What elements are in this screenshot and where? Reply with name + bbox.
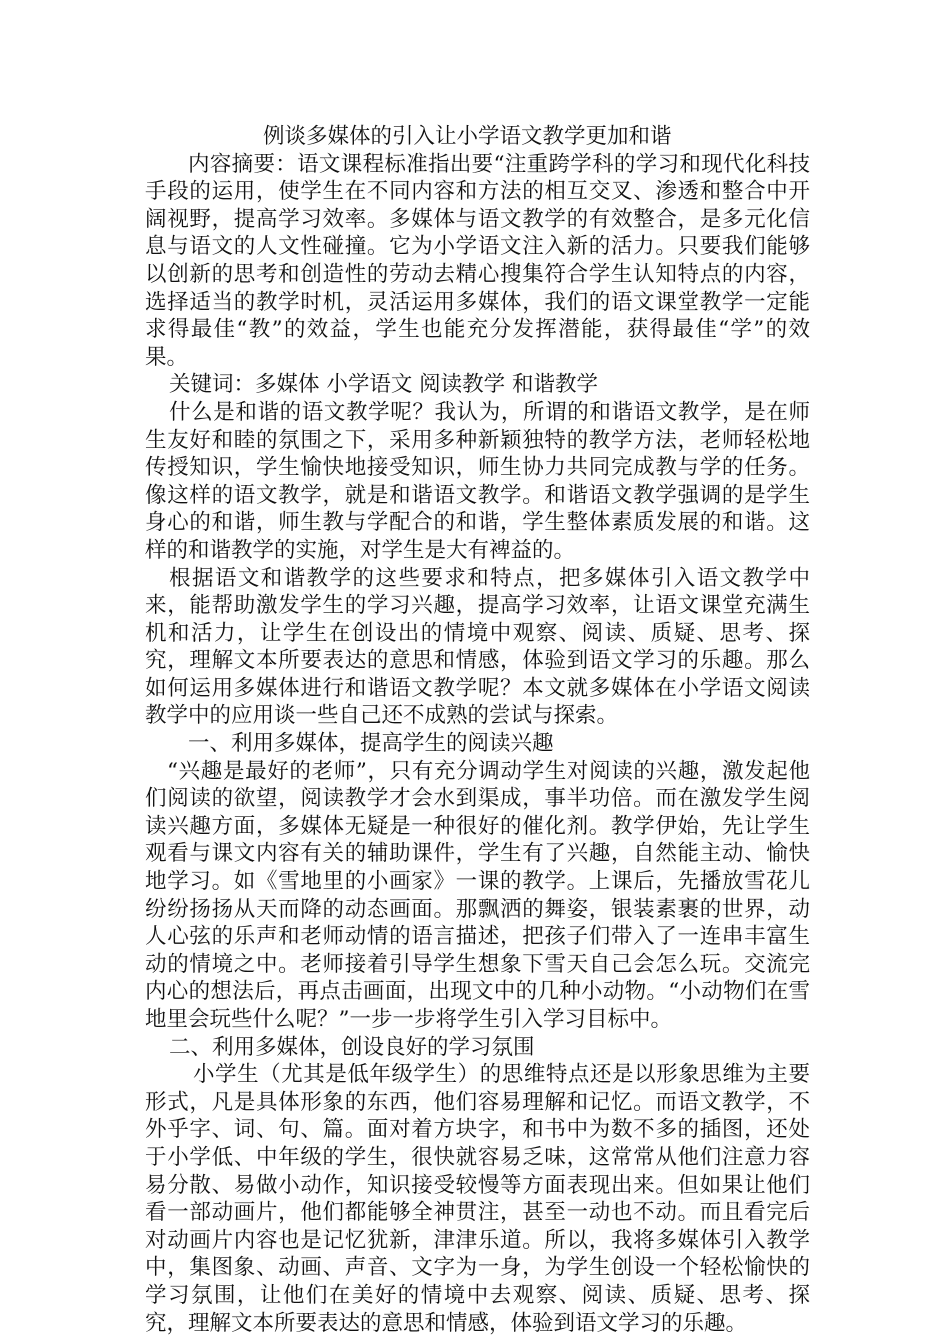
section-2-paragraph: 小学生（尤其是低年级学生）的思维特点还是以形象思维为主要形式，凡是具体形象的东西，他们容易理解和记忆。而语文教学，不外乎字、词、句、篇。面对着方块字，和书中为数不多的插图，还处于小学低、中年级的学生，很快就容易乏味，这常常从他们注意力容易分散、易做小动作，知识接受较慢等方面表现出来。但如果让他们看一部动画片，他们都能够全神贯注，甚至一动也不动。而且看完后对动画片内容也是记忆犹新，津津乐道。所以，我将多媒体引入教学中，集图象、动画、声音、文字为一身，为学生创设一个轻松愉快的学习氛围，让他们在美好的情境中去观察、阅读、质疑、思考、探究，理解文本所要表达的意思和情感，体验到语文学习的乐趣。 [145,1062,810,1336]
body-paragraph-2: 根据语文和谐教学的这些要求和特点，把多媒体引入语文教学中来，能帮助激发学生的学习兴趣，提高学习效率，让语文课堂充满生机和活力，让学生在创设出的情境中观察、阅读、质疑、思考、探究，理解文本所要表达的意思和情感，体验到语文学习的乐趣。那么如何运用多媒体进行和谐语文教学呢？本文就多媒体在小学语文阅读教学中的应用谈一些自己还不成熟的尝试与探索。 [145,565,810,729]
document-title: 例谈多媒体的引入让小学语文教学更加和谐 [263,124,672,149]
document-page [145,123,810,1337]
section-heading-2: 二、利用多媒体，创设良好的学习氛围 [169,1034,535,1060]
keywords-line: 关键词：多媒体 小学语文 阅读教学 和谐教学 [169,372,599,398]
section-1-paragraph: “兴趣是最好的老师”，只有充分调动学生对阅读的兴趣，激发起他们阅读的欲望，阅读教学才会水到渠成，事半功倍。而在激发学生阅读兴趣方面，多媒体无疑是一种很好的催化剂。教学伊始，先让学生观看与课文内容有关的辅助课件，学生有了兴趣，自然能主动、愉快地学习。如《雪地里的小画家》一课的教学。上课后，先播放雪花儿纷纷扬扬从天而降的动态画面。那飘洒的舞姿，银装素裹的世界，动人心弦的乐声和老师动情的语言描述，把孩子们带入了一连串丰富生动的情境之中。老师接着引导学生想象下雪天自己会怎么玩。交流完内心的想法后，再点击画面，出现文中的几种小动物。“小动物们在雪地里会玩些什么呢？”一步一步将学生引入学习目标中。 [145,758,810,1032]
body-paragraph-1: 什么是和谐的语文教学呢？我认为，所谓的和谐语文教学，是在师生友好和睦的氛围之下，采用多种新颖独特的教学方法，老师轻松地传授知识，学生愉快地接受知识，师生协力共同完成教与学的任务。像这样的语文教学，就是和谐语文教学。和谐语文教学强调的是学生身心的和谐，师生教与学配合的和谐，学生整体素质发展的和谐。这样的和谐教学的实施，对学生是大有裨益的。 [145,399,810,563]
abstract-paragraph: 内容摘要：语文课程标准指出要“注重跨学科的学习和现代化科技手段的运用，使学生在不同内容和方法的相互交叉、渗透和整合中开阔视野，提高学习效率。多媒体与语文教学的有效整合，是多元化信息与语文的人文性碰撞。它为小学语文注入新的活力。只要我们能够以创新的思考和创造性的劳动去精心搜集符合学生认知特点的内容，选择适当的教学时机，灵活运用多媒体，我们的语文课堂教学一定能求得最佳“教”的效益，学生也能充分发挥潜能，获得最佳“学”的效果。 [145,151,810,370]
section-heading-1: 一、利用多媒体，提高学生的阅读兴趣 [188,731,554,757]
